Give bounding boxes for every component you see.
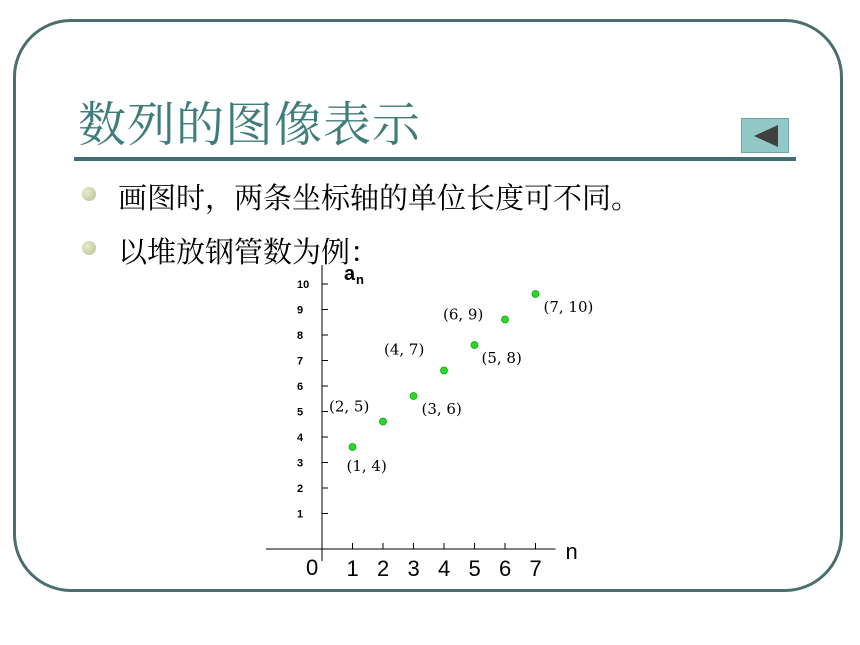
back-button[interactable] xyxy=(741,118,789,153)
y-tick-label: 8 xyxy=(297,330,304,342)
x-tick-label: 3 xyxy=(407,556,420,581)
x-tick-label: 6 xyxy=(499,556,512,581)
data-point xyxy=(502,316,509,323)
bullet-item xyxy=(80,176,780,216)
y-tick-label: 4 xyxy=(297,432,304,444)
data-point-label: (6, 9) xyxy=(443,305,484,324)
bullet-text: 画图时，两条坐标轴的单位长度可不同。 xyxy=(118,181,641,215)
data-point-label: (5, 8) xyxy=(481,349,522,367)
triangle-left-icon xyxy=(742,119,790,154)
title-underline xyxy=(74,157,796,161)
data-point xyxy=(441,367,448,374)
y-axis-label-subscript: n xyxy=(356,272,364,287)
data-point-label: (7, 10) xyxy=(543,298,594,316)
y-tick-label: 7 xyxy=(297,355,304,368)
data-point-label: (4, 7) xyxy=(384,340,425,359)
y-tick-label: 1 xyxy=(297,508,304,521)
data-point xyxy=(471,342,478,349)
data-point xyxy=(410,393,417,400)
bullet-dot-icon xyxy=(82,187,96,201)
data-point xyxy=(532,291,539,298)
x-tick-label: 4 xyxy=(438,556,451,581)
data-point-label: (3, 6) xyxy=(421,400,462,418)
origin-label: 0 xyxy=(306,555,319,580)
data-point-label: (1, 4) xyxy=(346,457,387,475)
y-tick-label: 5 xyxy=(297,406,304,419)
data-point xyxy=(380,418,387,425)
slide-title: 数列的图像表示 xyxy=(78,97,422,153)
bullet-dot-icon xyxy=(82,241,96,255)
y-axis-label: a xyxy=(344,265,356,285)
data-point xyxy=(349,444,356,451)
x-tick-label: 5 xyxy=(468,556,481,581)
y-tick-label: 2 xyxy=(297,483,304,495)
y-tick-label: 6 xyxy=(297,381,304,393)
scatter-chart xyxy=(250,265,610,595)
x-tick-label: 2 xyxy=(377,556,390,581)
bullet-text: 以堆放钢管数为例： xyxy=(118,235,380,269)
bullet-item xyxy=(80,230,780,270)
y-tick-label: 9 xyxy=(297,304,304,317)
y-tick-label: 10 xyxy=(297,279,310,291)
x-tick-label: 1 xyxy=(346,556,359,581)
x-tick-label: 7 xyxy=(529,556,542,581)
y-tick-label: 3 xyxy=(297,457,304,470)
x-axis-label: n xyxy=(565,539,578,564)
data-point-label: (2, 5) xyxy=(329,397,370,416)
